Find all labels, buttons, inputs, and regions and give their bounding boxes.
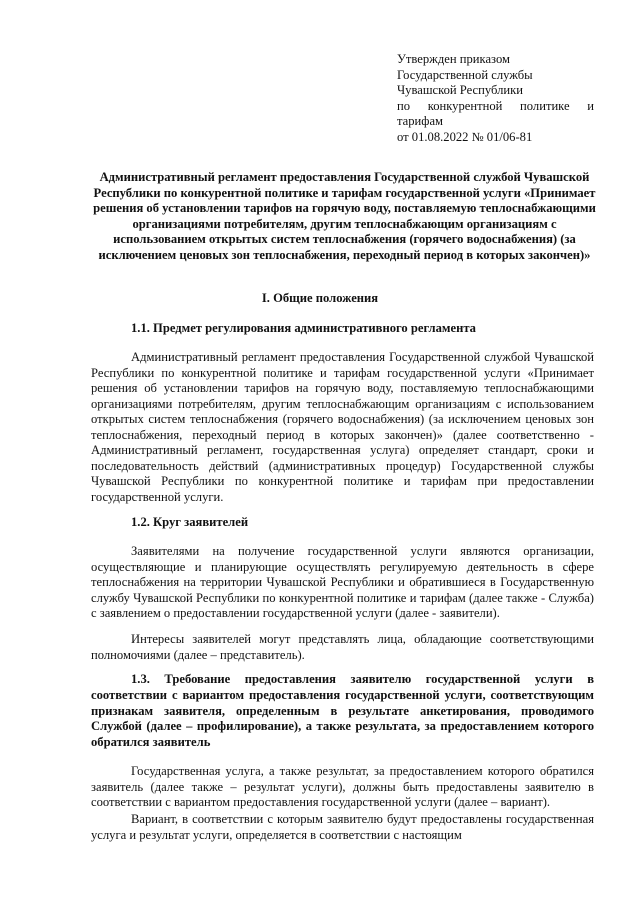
paragraph: Административный регламент предоставления Государственной службой Чувашской Республики по конкурентной политике и тарифам государственной услуги «Принимает решения об установлении тарифов на горячую воду, поставляемую теплоснабжающими организациями потребителям, другим теплоснабжающим организациям с использованием открытых систем теплоснабжения (горячего водоснабжения) (за исключением ценовых зон теплоснабжения, переходный период в которых закончен)» (далее соответственно - Административный регламент, государственная услуга) определяет стандарт, сроки и последовательность действий (административных процедур) Государственной службы Чувашской Республики по конкурентной политике и тарифам при предоставлении государственной услуги. (91, 350, 594, 504)
paragraph: Заявителями на получение государственной услуги являются организации, осуществляющие и планирующие осуществлять регулируемую деятельность в сфере теплоснабжения на территории Чувашской Республики и обратившиеся в Государственную службу Чувашской Республики по конкурентной политике и тарифам (далее также - Служба) с заявлением о предоставлении государственной услуги (далее - заявители). (91, 544, 594, 620)
document-title: Административный регламент предоставления Государственной службой Чувашской Республики по конкурентной политике и тарифам государственной услуги «Принимает решения об установлении тарифов на горячую воду, поставляемую теплоснабжающими организациями потребителям, другим теплоснабжающим организациям с использованием открытых систем теплоснабжения (горячего водоснабжения) (за исключением ценовых зон теплоснабжения, переходный период в которых закончен)» (93, 170, 596, 262)
approval-line: тарифам (397, 114, 444, 129)
paragraph: Вариант, в соответствии с которым заявителю будут предоставлены государственная услуга и результат услуги, определяется в соответствии с настоящим (91, 812, 594, 842)
subsection-heading: 1.3. Требование предоставления заявителю государственной услуги в соответствии с вариантом предоставления государственной услуги, соответствующим признакам заявителя, определенным в результате анкетирования, проводимого Службой (далее – профилирование), а также результата, за предоставлением которого обратился заявитель (91, 672, 594, 750)
approval-stamp (397, 52, 594, 146)
paragraph: Государственная услуга, а также результат, за предоставлением которого обратился заявитель (далее также – результат услуги), должны быть предоставлены заявителю в соответствии с вариантом предоставления государственной услуги (далее – вариант). (91, 764, 594, 809)
approval-line: Чувашской Республики (397, 83, 523, 98)
approval-line: Государственной службы (397, 67, 533, 82)
paragraph: Интересы заявителей могут представлять лица, обладающие соответствующими полномочиями (далее – представитель). (91, 632, 594, 662)
approval-line: Утвержден приказом (397, 52, 510, 66)
subsection-heading: 1.1. Предмет регулирования административного регламента (131, 321, 476, 335)
subsection-heading: 1.2. Круг заявителей (131, 515, 249, 529)
approval-line: от 01.08.2022 № 01/06-81 (397, 129, 533, 144)
section-heading: I. Общие положения (261, 291, 379, 305)
approval-line: по конкурентной политике и (397, 98, 594, 113)
